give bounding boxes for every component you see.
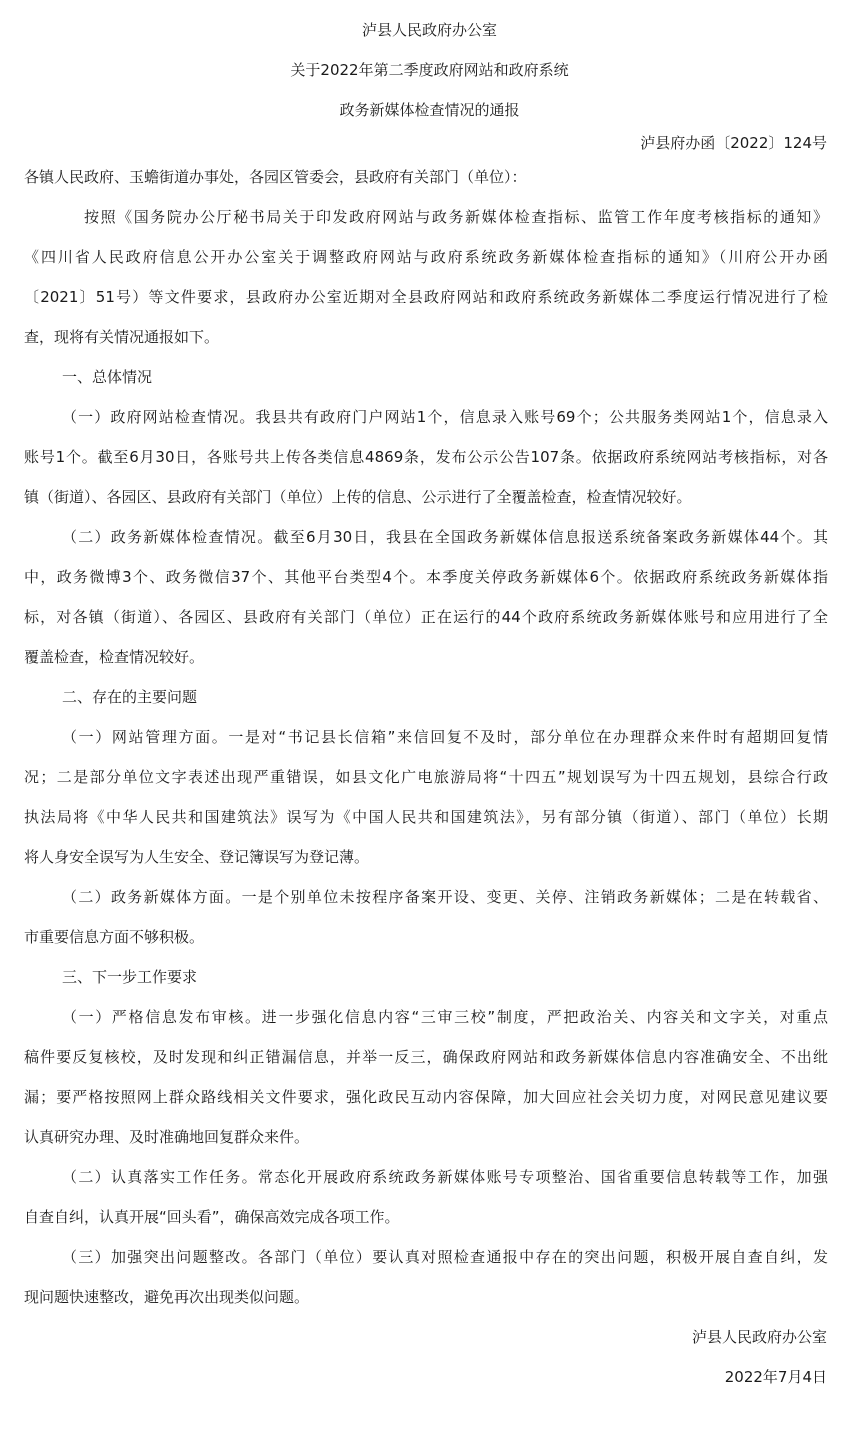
paragraph-line: 漏；要严格按照网上群众路线相关文件要求，强化政民互动内容保障，加大回应社会关切力度，对网民意见建议要 — [24, 1088, 828, 1106]
paragraph-line: （一）严格信息发布审核。进一步强化信息内容“三审三校”制度，严把政治关、内容关和文字关，对重点 — [62, 1008, 828, 1026]
paragraph-line: 稿件要反复核校，及时发现和纠正错漏信息，并举一反三，确保政府网站和政务新媒体信息内容准确安全、不出纰 — [24, 1048, 828, 1066]
paragraph-line: 自查自纠，认真开展“回头看”，确保高效完成各项工作。 — [24, 1208, 400, 1226]
paragraph-line: （一）网站管理方面。一是对“书记县长信箱”来信回复不及时，部分单位在办理群众来件时有超期回复情 — [62, 728, 828, 746]
title-line-2: 政务新媒体检查情况的通报 — [339, 101, 520, 119]
intro-line: 按照《国务院办公厅秘书局关于印发政府网站与政务新媒体检查指标、监管工作年度考核指标的通知》 — [84, 208, 828, 226]
signature: 泸县人民政府办公室 — [691, 1328, 827, 1346]
section-heading-problems: 二、存在的主要问题 — [62, 688, 198, 706]
paragraph-line: 镇（街道）、各园区、县政府有关部门（单位）上传的信息、公示进行了全覆盖检查，检查情况较好。 — [24, 488, 692, 506]
intro-line: 〔2021〕51号）等文件要求，县政府办公室近期对全县政府网站和政府系统政务新媒体二季度运行情况进行了检 — [24, 288, 828, 306]
issuer-heading: 泸县人民政府办公室 — [361, 21, 497, 39]
paragraph-line: 标，对各镇（街道）、各园区、县政府有关部门（单位）正在运行的44个政府系统政务新媒体账号和应用进行了全 — [24, 608, 828, 626]
paragraph-line: （一）政府网站检查情况。我县共有政府门户网站1个，信息录入账号69个；公共服务类网站1个，信息录入 — [62, 408, 828, 426]
paragraph-line: 执法局将《中华人民共和国建筑法》误写为《中国人民共和国建筑法》，另有部分镇（街道）、部门（单位）长期 — [24, 808, 828, 826]
addressee: 各镇人民政府、玉蟾街道办事处，各园区管委会，县政府有关部门（单位）： — [24, 168, 527, 186]
section-heading-overview: 一、总体情况 — [62, 368, 153, 386]
intro-line: 查，现将有关情况通报如下。 — [24, 328, 220, 346]
paragraph-line: 认真研究办理、及时准确地回复群众来件。 — [24, 1128, 310, 1146]
section-heading-next-steps: 三、下一步工作要求 — [62, 968, 198, 986]
paragraph-line: 现问题快速整改，避免再次出现类似问题。 — [24, 1288, 310, 1306]
paragraph-line: 市重要信息方面不够积极。 — [24, 928, 205, 946]
paragraph-line: （二）政务新媒体方面。一是个别单位未按程序备案开设、变更、关停、注销政务新媒体；二是在转载省、 — [62, 888, 828, 906]
issue-date: 2022年7月4日 — [724, 1368, 827, 1386]
paragraph-line: 况；二是部分单位文字表述出现严重错误，如县文化广电旅游局将“十四五”规划误写为十四五规划，县综合行政 — [24, 768, 828, 786]
paragraph-line: 账号1个。截至6月30日，各账号共上传各类信息4869条，发布公示公告107条。依据政府系统网站考核指标，对各 — [24, 448, 828, 466]
paragraph-line: （三）加强突出问题整改。各部门（单位）要认真对照检查通报中存在的突出问题，积极开展自查自纠，发 — [62, 1248, 828, 1266]
paragraph-line: 中，政务微博3个、政务微信37个、其他平台类型4个。本季度关停政务新媒体6个。依据政府系统政务新媒体指 — [24, 568, 828, 586]
paragraph-line: 覆盖检查，检查情况较好。 — [24, 648, 205, 666]
paragraph-line: （二）认真落实工作任务。常态化开展政府系统政务新媒体账号专项整治、国省重要信息转载等工作，加强 — [62, 1168, 828, 1186]
paragraph-line: 将人身安全误写为人生安全、登记簿误写为登记薄。 — [24, 848, 370, 866]
document-number: 泸县府办函〔2022〕124号 — [640, 134, 827, 152]
title-line-1: 关于2022年第二季度政府网站和政府系统 — [290, 61, 569, 79]
paragraph-line: （二）政务新媒体检查情况。截至6月30日，我县在全国政务新媒体信息报送系统备案政务新媒体44个。其 — [62, 528, 828, 546]
intro-line: 《四川省人民政府信息公开办公室关于调整政府网站与政府系统政务新媒体检查指标的通知》（川府公开办函 — [24, 248, 828, 266]
